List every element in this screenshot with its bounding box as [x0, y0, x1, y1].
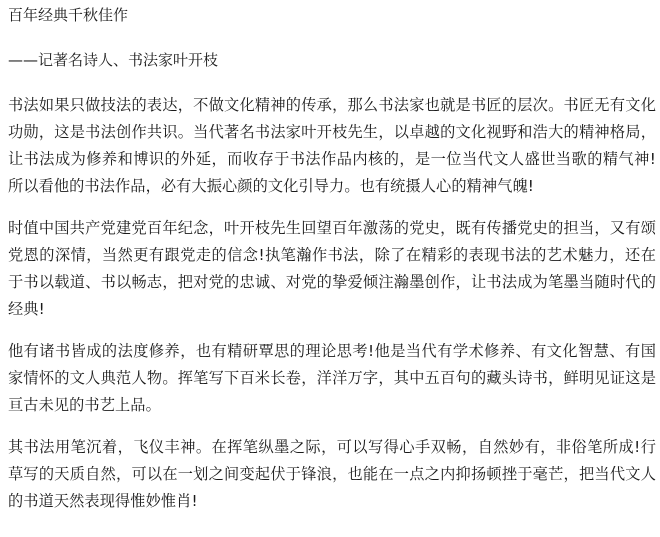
paragraph-1: 书法如果只做技法的表达，不做文化精神的传承，那么书法家也就是书匠的层次。书匠无有文化功勋，这是书法创作共识。当代著名书法家叶开枝先生，以卓越的文化视野和浩大的精神格局，让书法成为修养和博识的外延，而收存于书法作品内核的，是一位当代文人盛世当歌的精气神!所以看他的书法作品，必有大振心颜的文化引导力。也有统摄人心的精神气魄!	[8, 96, 656, 195]
paragraph-4: 其书法用笔沉着，飞仪丰神。在挥笔纵墨之际，可以写得心手双畅，自然妙有，非俗笔所成!行草写的天质自然，可以在一划之间变起伏于锋浪，也能在一点之内抑扬顿挫于毫芒，把当代文人的书道天然表现得惟妙惟肖!	[8, 438, 656, 510]
paragraph-2: 时值中国共产党建党百年纪念，叶开枝先生回望百年激荡的党史，既有传播党史的担当，又有颂党恩的深情，当然更有跟党走的信念!执笔瀚作书法，除了在精彩的表现书法的艺术魅力，还在于书以载道、书以畅志，把对党的忠诚、对党的挚爱倾注瀚墨创作，让书法成为笔墨当随时代的经典!	[8, 219, 656, 318]
article-subtitle: ——记著名诗人、书法家叶开枝	[8, 51, 219, 69]
paragraph-3: 他有诸书皆成的法度修养，也有精研覃思的理论思考!他是当代有学术修养、有文化智慧、有国家情怀的文人典范人物。挥笔写下百米长卷，洋洋万字，其中五百句的藏头诗书，鲜明见证这是亘古未见的书艺上品。	[8, 342, 656, 414]
article-title: 百年经典千秋佳作	[8, 6, 129, 24]
